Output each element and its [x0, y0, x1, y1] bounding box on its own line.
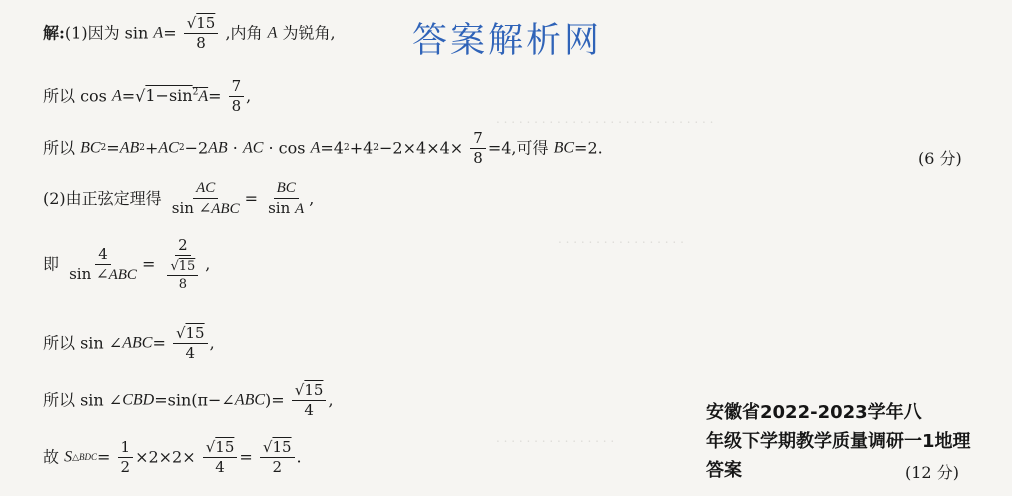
bleed-through-text: . . . . . . . . . . . . . . . . . . . . . . . . . . . . .	[496, 112, 714, 126]
overlay-line-2: 年级下学期教学质量调研一1地理	[706, 431, 971, 452]
solution-line-6: 所以 sin ∠ABC= $\frac{√15}{4}$ ,	[43, 324, 215, 362]
solution-line-4: (2)由正弦定理得 $\frac{AC}{\text{sin ∠ABC}}$ = $\frac{BC}{\text{sin A}}$ ,	[43, 180, 315, 217]
exam-title-overlay	[706, 398, 971, 485]
solution-line-1: 解:(1)因为 sin A= $\frac{√15}{8}$ ,内角 A 为锐角,	[43, 14, 336, 52]
solution-line-8: 故 S△BDC= $\frac{1}{2}$ ×2×2× $\frac{√15}{4}$ = $\frac{√15}{2}$ .	[43, 438, 302, 476]
overlay-line-1: 安徽省2022-2023学年八	[706, 402, 922, 423]
solution-line-5: 即 $\frac{4}{\text{sin ∠ABC}}$ = $\frac{2}{\frac{√15}{8}}$ ,	[43, 236, 211, 292]
bleed-through-text: . . . . . . . . . . . . . . . .	[496, 431, 615, 445]
watermark-text: 答案解析网	[412, 21, 603, 61]
score-6-points: (6 分)	[918, 149, 962, 168]
bleed-through-text: . . . . . . . . . . . . . . . . .	[558, 232, 684, 246]
solution-line-7: 所以 sin ∠CBD=sin(π−∠ABC)= $\frac{√15}{4}$ ,	[43, 381, 334, 419]
solution-line-3: 所以 BC2=AB2+AC2−2AB · AC · cos A=42+42−2×4×4× $\frac{7}{8}$ =4,可得 BC=2.	[43, 129, 603, 167]
solution-line-2: 所以 $\cos A=√1-\sin^2A=$ $\frac{7}{8}$ ,	[43, 77, 252, 115]
overlay-line-3: 答案	[706, 460, 742, 481]
score-12-points: (12 分)	[905, 463, 959, 482]
